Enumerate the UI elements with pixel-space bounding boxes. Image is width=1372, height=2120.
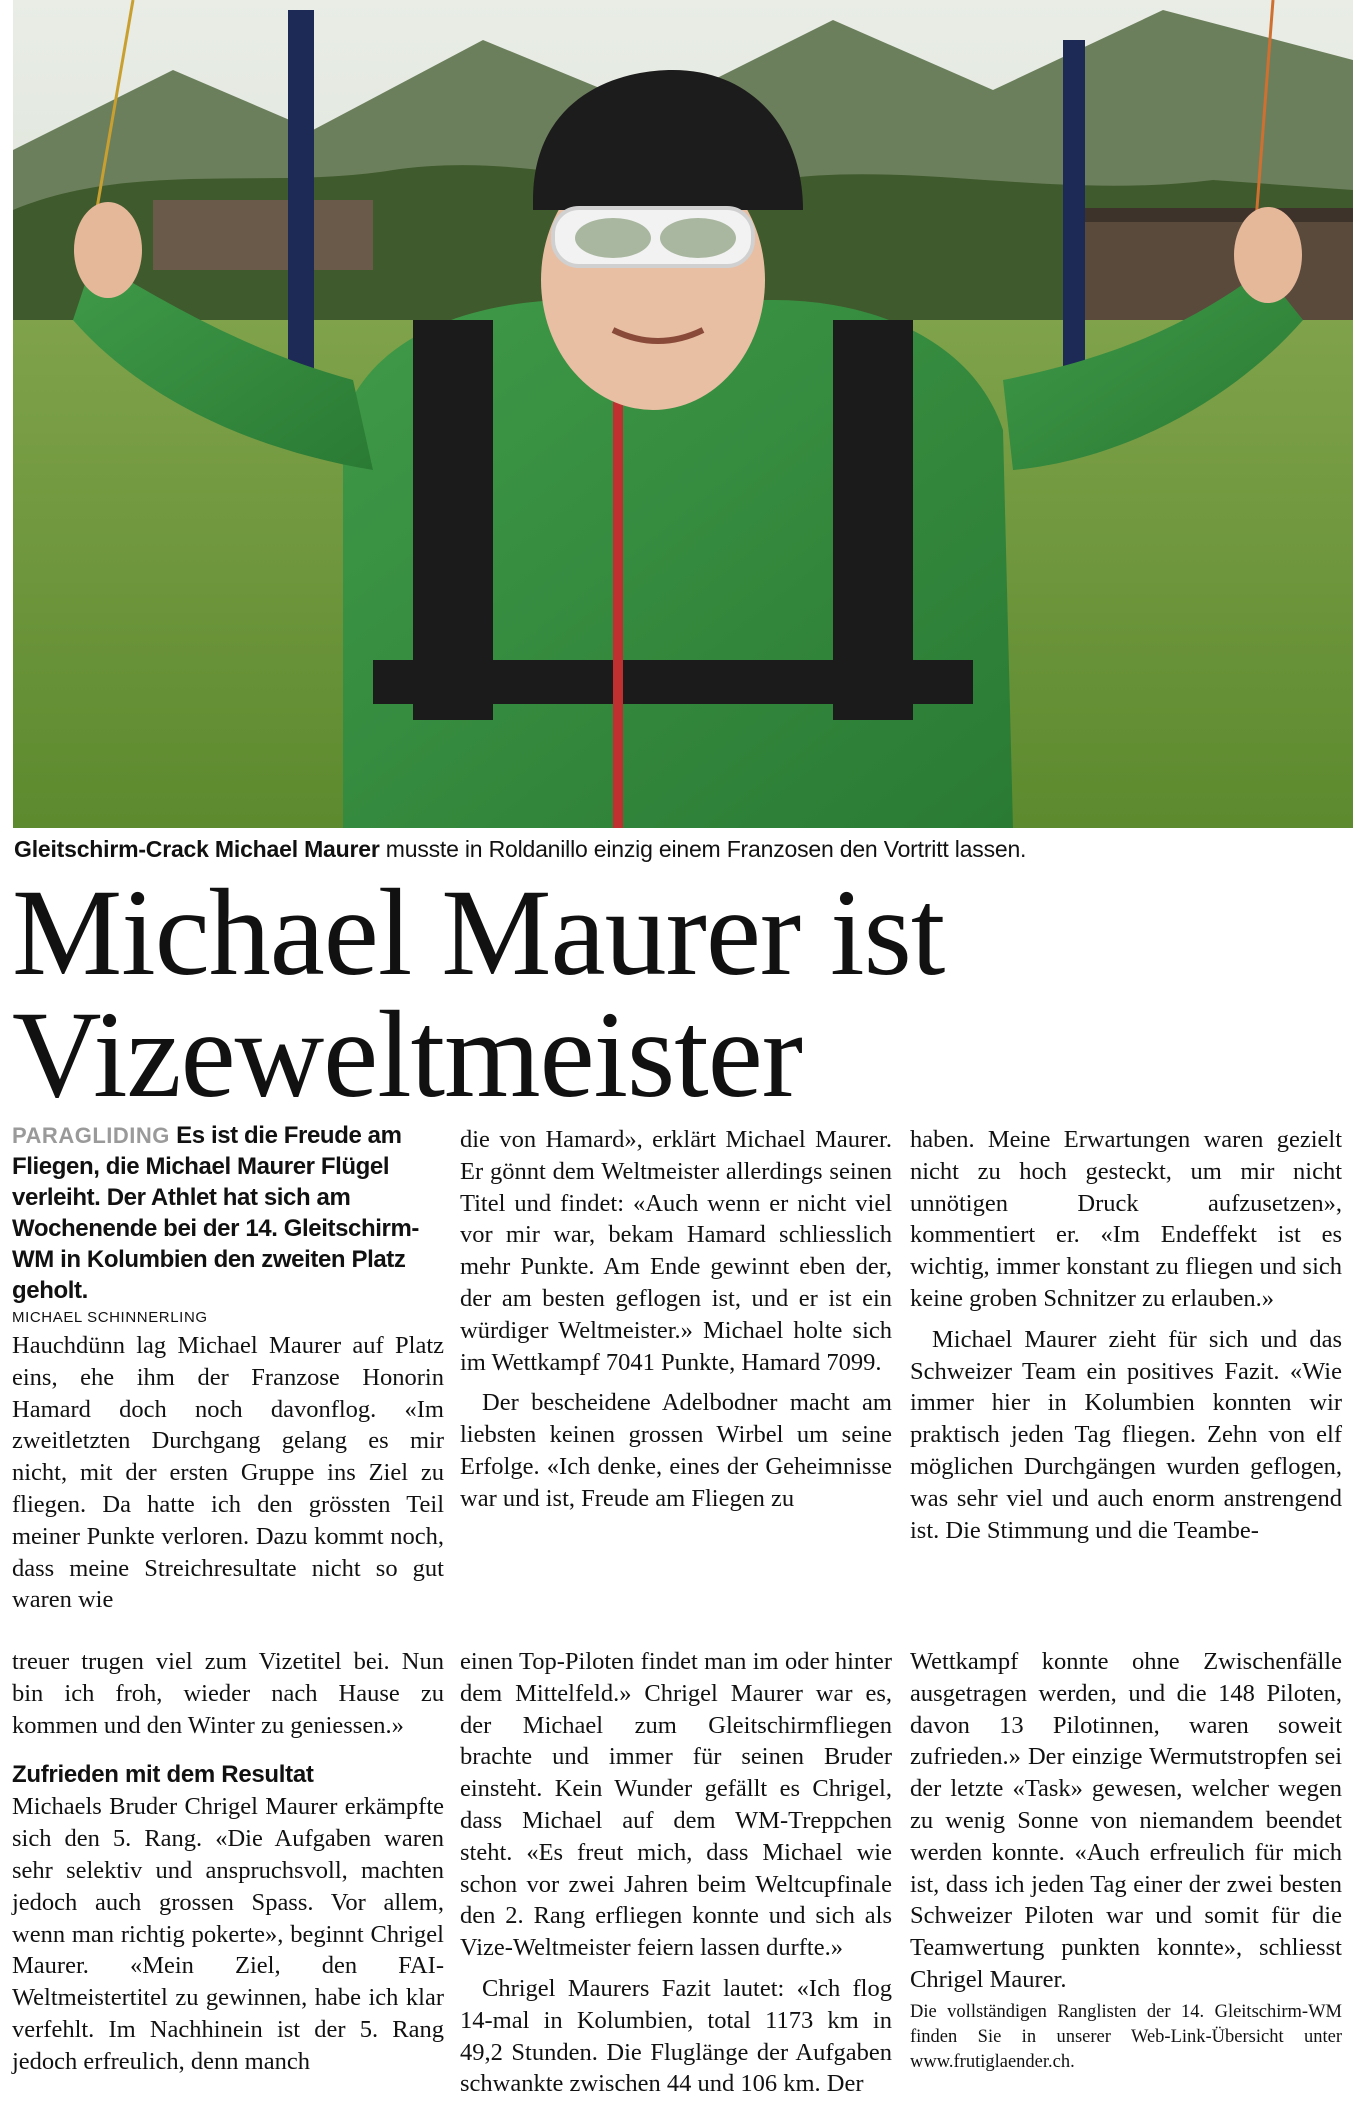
body-paragraph: einen Top-Piloten findet man im oder hinter dem Mittelfeld.» Chrigel Maurer war es, der Michael zum Gleitschirmfliegen brachte und immer für seinen Bruder einsteht. Kein Wunder gefällt es Chrigel, dass Michael auf dem WM-Treppchen steht. «Es freut mich, dass Michael wie schon vor zwei Jahren beim Weltcupfinale den 2. Rang erfliegen konnte und sich als Vize-Weltmeister feiern lassen durfte.» xyxy=(460,1648,892,1962)
body-paragraph: haben. Meine Erwartungen waren gezielt nicht zu hoch gesteckt, um mir nicht unnötigen Druck aufzusetzen», kommentiert er. «Im Endeffekt ist es wichtig, immer konstant zu fliegen und sich keine groben Schnitzer zu erlauben.» xyxy=(910,1126,1342,1312)
lead-text: Es ist die Freude am Fliegen, die Michael Maurer Flügel verleiht. Der Athlet hat sich am Wochenende bei der 14. Gleitschirm-WM in Kolumbien den zweiten Platz geholt. xyxy=(12,1122,420,1304)
upper-column-3 xyxy=(910,1124,1342,1546)
photo-caption xyxy=(14,836,1354,863)
web-link-note: Die vollständigen Ranglisten der 14. Gleitschirm-WM finden Sie in unserer Web-Link-Übersicht unter www.frutiglaender.ch. xyxy=(910,2001,1342,2072)
body-paragraph: Michael Maurer zieht für sich und das Schweizer Team ein positives Fazit. «Wie immer hier in Kolumbien konnten wir praktisch jeden Tag fliegen. Zehn von elf möglichen Durchgängen wurden geflogen, was sehr viel und auch enorm anstrengend ist. Die Stimmung und die Teambe- xyxy=(910,1325,1342,1544)
body-paragraph: Chrigel Maurers Fazit lautet: «Ich flog 14-mal in Kolumbien, total 1173 km in 49,2 Stunden. Die Fluglänge der Aufgaben schwankte zwischen 44 und 106 km. Der xyxy=(460,1974,892,2098)
headline-line-2: Vizeweltmeister xyxy=(12,986,803,1123)
headline-line-1: Michael Maurer ist xyxy=(12,864,945,1001)
caption-text: musste in Roldanillo einzig einem Franzosen den Vortritt lassen. xyxy=(379,836,1027,862)
body-paragraph: Michaels Bruder Chrigel Maurer erkämpfte sich den 5. Rang. «Die Aufgaben waren sehr selektiv und anspruchsvoll, machten jedoch auch grossen Spass. Vor allem, wenn man richtig pokerte», beginnt Chrigel Maurer. «Mein Ziel, den FAI-Weltmeistertitel zu gewinnen, habe ich klar verfehlt. Im Nachhinein ist der 5. Rang jedoch erfreulich, denn manch xyxy=(12,1793,444,2075)
upper-column-2 xyxy=(460,1124,892,1515)
body-paragraph: Hauchdünn lag Michael Maurer auf Platz eins, ehe ihm der Franzose Honorin Hamard doch noch davonflog. «Im zweitletzten Durchgang gelang es mir nicht, mit der ersten Gruppe ins Ziel zu fliegen. Da hatte ich den grössten Teil meiner Punkte verloren. Dazu kommt noch, dass meine Streichresultate nicht so gut waren wie xyxy=(12,1332,444,1614)
headline xyxy=(12,864,1362,1123)
lead-kicker: PARAGLIDING xyxy=(12,1123,170,1148)
byline: MICHAEL SCHINNERLING xyxy=(12,1309,208,1326)
subheading: Zufrieden mit dem Resultat xyxy=(12,1761,314,1789)
upper-column-1 xyxy=(12,1120,444,1616)
body-paragraph: treuer trugen viel zum Vizetitel bei. Nun bin ich froh, wieder nach Hause zu kommen und den Winter zu geniessen.» xyxy=(12,1648,444,1739)
lower-column-2 xyxy=(460,1646,892,2100)
lower-column-3 xyxy=(910,1646,1342,2075)
photo-illustration xyxy=(13,0,1353,828)
lead-paragraph xyxy=(12,1120,444,1306)
paraglider-pilot-photo xyxy=(13,0,1353,828)
body-paragraph: Wettkampf konnte ohne Zwischenfälle ausgetragen werden, und die 148 Piloten, davon 13 Pilotinnen, waren soweit zufrieden.» Der einzige Wermutstropfen sei der letzte «Task» gewesen, welcher wegen zu wenig Sonne von niemandem beendet werden konnte. «Auch erfreulich für mich ist, dass ich jeden Tag einer der zwei besten Schweizer Piloten war und somit für die Teamwertung punkten konnte», schliesst Chrigel Maurer. xyxy=(910,1648,1342,1993)
caption-bold: Gleitschirm-Crack Michael Maurer xyxy=(14,836,380,862)
body-paragraph: Der bescheidene Adelbodner macht am liebsten keinen grossen Wirbel um seine Erfolge. «Ich denke, eines der Geheimnisse war und ist, Freude am Fliegen zu xyxy=(460,1389,892,1512)
lower-column-1 xyxy=(12,1646,444,2078)
body-paragraph: die von Hamard», erklärt Michael Maurer. Er gönnt dem Weltmeister allerdings seinen Titel und findet: «Auch wenn er nicht viel vor mir war, bekam Hamard schliesslich mehr Punkte. Am Ende gewinnt eben der, der am besten geflogen ist, und er ist ein würdiger Weltmeister.» Michael holte sich im Wettkampf 7041 Punkte, Hamard 7099. xyxy=(460,1126,892,1376)
